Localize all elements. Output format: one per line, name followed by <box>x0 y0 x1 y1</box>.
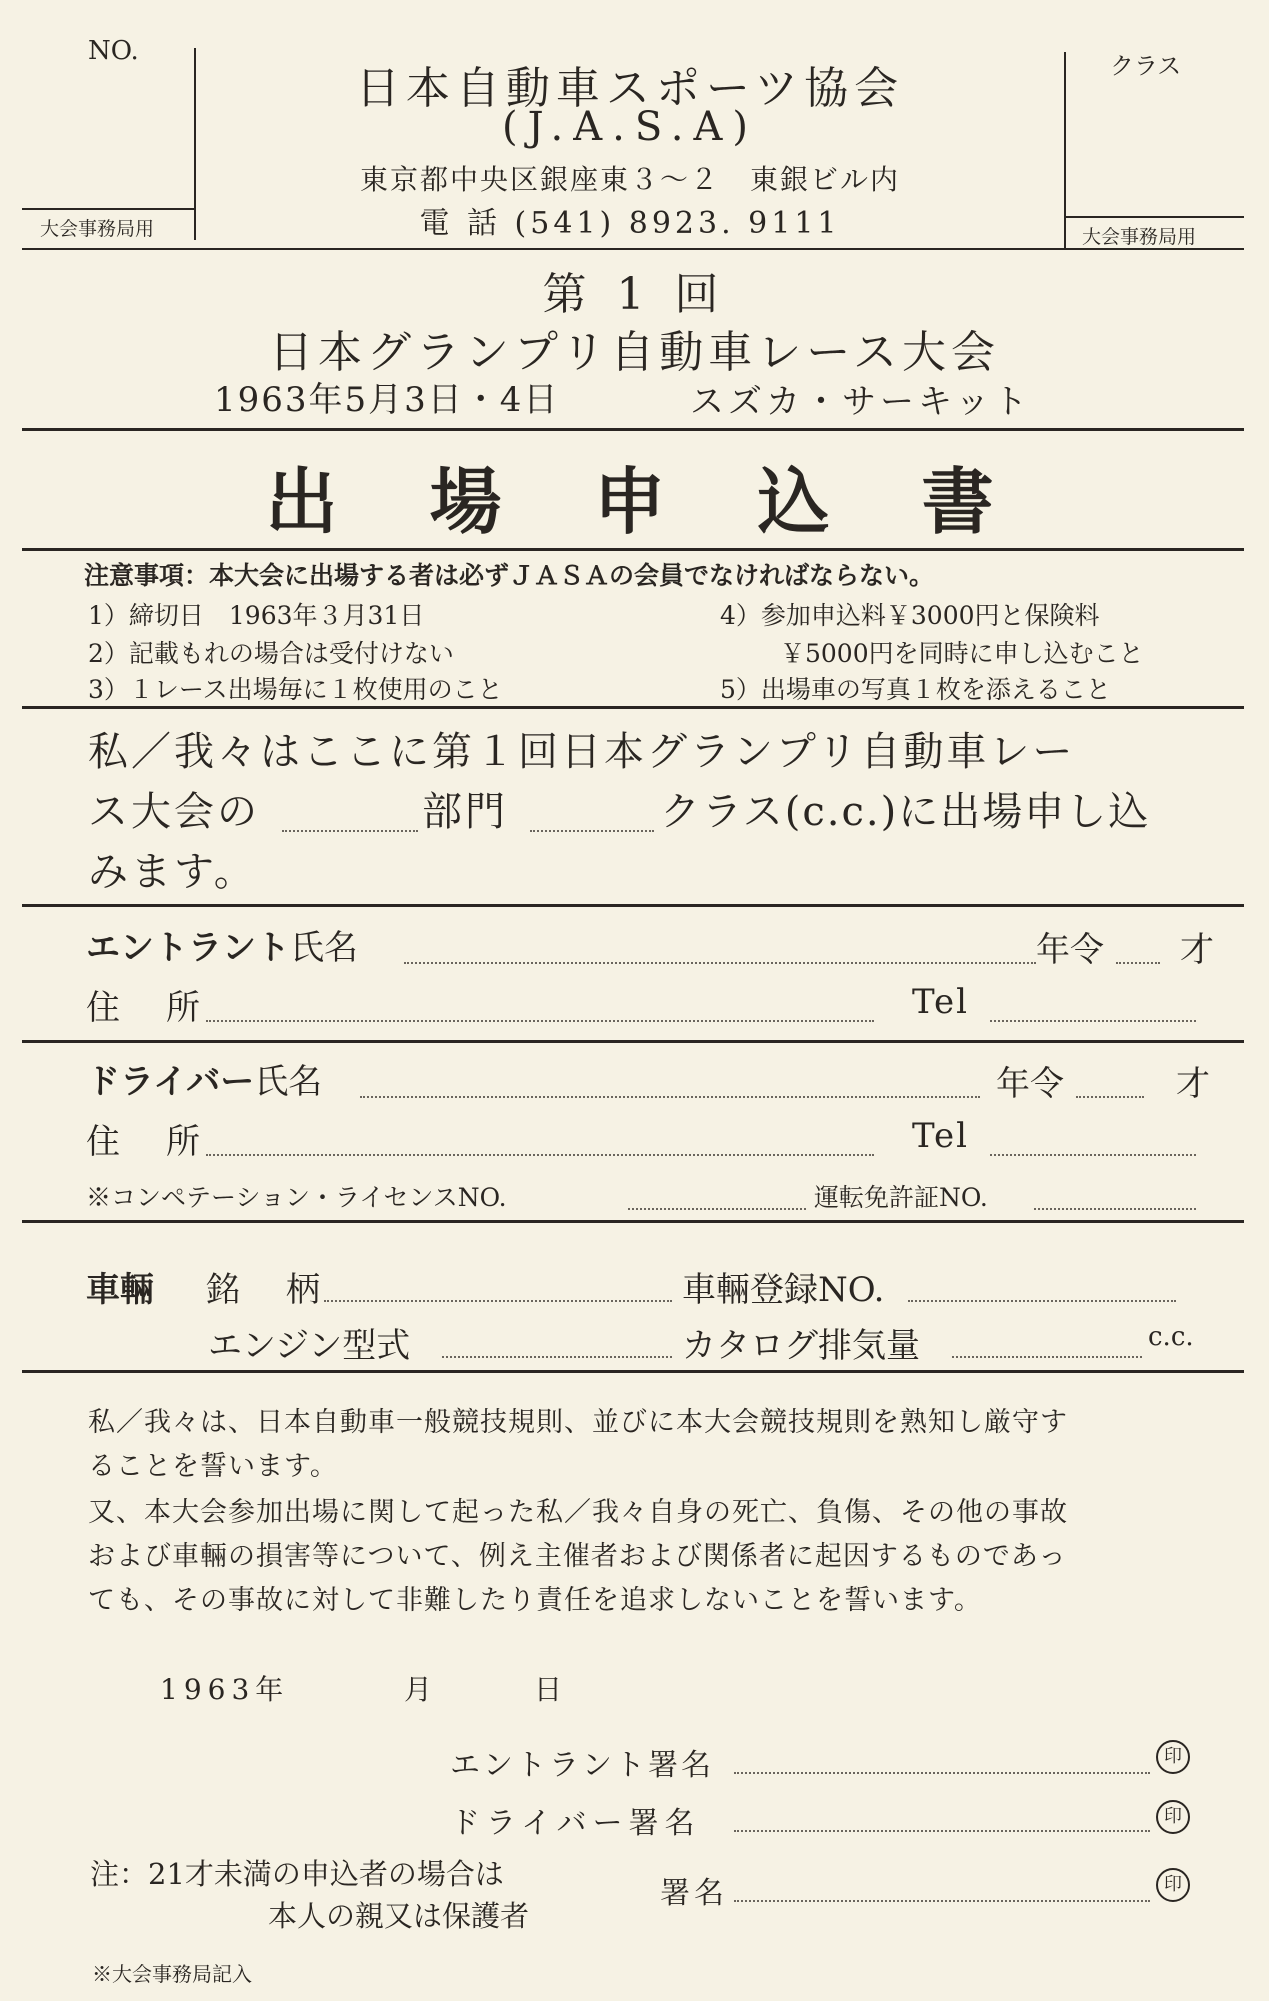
engine-type-field[interactable] <box>442 1356 672 1358</box>
guardian-sign-field[interactable] <box>734 1900 1150 1902</box>
note-item-5: 5）出場車の写真１枚を添えること <box>720 675 1111 704</box>
guardian-note-line-2: 本人の親又は保護者 <box>268 1899 530 1933</box>
entrant-sign-label: エントラント署名 <box>450 1748 714 1783</box>
pledge-line-1: 私／我々は、日本自動車一般競技規則、並びに本大会競技規則を熟知し厳守す <box>88 1407 1068 1438</box>
note-item-4: 4）参加申込料￥3000円と保険料 <box>720 601 1100 630</box>
pledge-line-2: ることを誓います。 <box>88 1451 338 1482</box>
form-title: 出 場 申 込 書 <box>265 460 1004 544</box>
vehicle-section-label: 車輛 <box>86 1270 154 1310</box>
pledge-line-4: および車輛の損害等について、例え主催者および関係者に起因するものであっ <box>88 1541 1067 1572</box>
note-item-3: 3）１レース出場毎に１枚使用のこと <box>88 675 503 704</box>
entrant-name-field[interactable] <box>404 962 1036 964</box>
driver-label: ドライバー <box>86 1062 255 1102</box>
header-left-divider <box>22 208 194 210</box>
sign-month: 月 <box>404 1673 433 1706</box>
office-entry-note: ※大会事務局記入 <box>92 1962 252 1986</box>
driver-age-field[interactable] <box>1076 1096 1144 1098</box>
application-bottom-rule <box>22 904 1244 907</box>
class-field[interactable] <box>530 830 654 832</box>
entrant-tel-field[interactable] <box>990 1020 1196 1022</box>
event-date: 1963年5月3日・4日 <box>214 380 560 420</box>
drivers-license-label: 運転免許証NO. <box>814 1183 988 1212</box>
driver-address-field[interactable] <box>206 1154 874 1156</box>
entrant-seal-mark: 印 <box>1156 1740 1190 1774</box>
application-line-2b: 部門 <box>422 789 508 835</box>
event-venue: スズカ・サーキット <box>690 382 1032 422</box>
event-bottom-rule <box>22 428 1244 431</box>
driver-tel-label: Tel <box>912 1116 970 1156</box>
entrant-name-suffix: 氏名 <box>290 928 358 968</box>
note-item-2: 2）記載もれの場合は受付けない <box>88 639 454 668</box>
division-field[interactable] <box>282 830 418 832</box>
sign-year: 1963年 <box>160 1673 290 1706</box>
driver-age-unit: 才 <box>1176 1064 1210 1104</box>
vehicle-brand-field[interactable] <box>324 1300 672 1302</box>
org-address: 東京都中央区銀座東３～２ 東銀ビル内 <box>359 163 900 196</box>
guardian-seal-mark: 印 <box>1156 1868 1190 1902</box>
sign-day: 日 <box>534 1673 563 1706</box>
office-use-right: 大会事務局用 <box>1082 226 1197 248</box>
vehicle-brand-label: 銘 柄 <box>206 1270 326 1310</box>
vehicle-bottom-rule <box>22 1370 1244 1373</box>
pledge-line-5: ても、その事故に対して非難したり責任を追求しないことを誓います。 <box>88 1585 982 1616</box>
title-bottom-rule <box>22 548 1244 551</box>
org-name: 日本自動車スポーツ協会 <box>355 63 905 114</box>
vehicle-registration-field[interactable] <box>908 1300 1176 1302</box>
note-item-4-cont: ￥5000円を同時に申し込むこと <box>780 639 1144 668</box>
application-line-3: みます。 <box>88 849 257 895</box>
entrant-sign-field[interactable] <box>734 1772 1150 1774</box>
driver-seal-mark: 印 <box>1156 1800 1190 1834</box>
driver-tel-field[interactable] <box>990 1154 1196 1156</box>
displacement-label: カタログ排気量 <box>682 1326 920 1366</box>
application-line-2c: クラス(c.c.)に出場申し込 <box>660 789 1151 835</box>
office-use-left: 大会事務局用 <box>40 218 155 240</box>
header-right-divider <box>1064 216 1244 218</box>
displacement-unit: c.c. <box>1148 1322 1194 1352</box>
class-label: クラス <box>1110 52 1182 80</box>
driver-name-row <box>86 1054 322 1103</box>
guardian-sign-label: 署名 <box>660 1876 728 1911</box>
application-line-2a: ス大会の <box>88 789 260 835</box>
entrant-address-label: 住 所 <box>86 988 206 1028</box>
vehicle-registration-label: 車輛登録NO. <box>682 1270 885 1310</box>
entrant-bottom-rule <box>22 1040 1244 1043</box>
drivers-license-field[interactable] <box>1034 1208 1196 1210</box>
competition-license-field[interactable] <box>628 1208 806 1210</box>
entrant-label: エントラント <box>86 928 290 968</box>
driver-sign-label: ドライバー署名 <box>450 1806 701 1841</box>
header-right-vline <box>1064 52 1066 248</box>
notes-bottom-rule <box>22 706 1244 709</box>
driver-address-label: 住 所 <box>86 1122 206 1162</box>
driver-name-field[interactable] <box>360 1096 980 1098</box>
entrant-age-unit: 才 <box>1180 930 1214 970</box>
org-abbr: (J.A.S.A) <box>501 104 759 150</box>
guardian-note-line-1: 注：21才未満の申込者の場合は <box>90 1857 504 1891</box>
event-edition: 第 1 回 <box>542 269 727 320</box>
note-item-1: 1）締切日 1963年３月31日 <box>88 601 425 630</box>
notes-heading: 注意事項：本大会に出場する者は必ずＪＡＳＡの会員でなければならない。 <box>84 561 935 590</box>
entrant-address-field[interactable] <box>206 1020 874 1022</box>
driver-name-suffix: 氏名 <box>254 1062 323 1102</box>
displacement-field[interactable] <box>952 1356 1142 1358</box>
engine-type-label: エンジン型式 <box>208 1326 411 1366</box>
driver-bottom-rule <box>22 1220 1244 1223</box>
pledge-line-3: 又、本大会参加出場に関して起った私／我々自身の死亡、負傷、その他の事故 <box>88 1497 1068 1528</box>
driver-sign-field[interactable] <box>734 1830 1150 1832</box>
no-label: NO. <box>88 36 139 66</box>
entrant-age-label: 年令 <box>1036 930 1104 970</box>
header-bottom-rule <box>22 248 1244 250</box>
competition-license-label: ※コンペテーション・ライセンスNO. <box>86 1183 507 1212</box>
application-line-1: 私／我々はここに第１回日本グランプリ自動車レー <box>88 729 1076 775</box>
entrant-name-row <box>86 920 358 969</box>
event-name: 日本グランプリ自動車レース大会 <box>268 327 1001 378</box>
entrant-tel-label: Tel <box>912 982 970 1022</box>
driver-age-label: 年令 <box>996 1064 1064 1104</box>
org-phone: 電 話 (541) 8923. 9111 <box>419 206 841 241</box>
entrant-age-field[interactable] <box>1116 962 1160 964</box>
